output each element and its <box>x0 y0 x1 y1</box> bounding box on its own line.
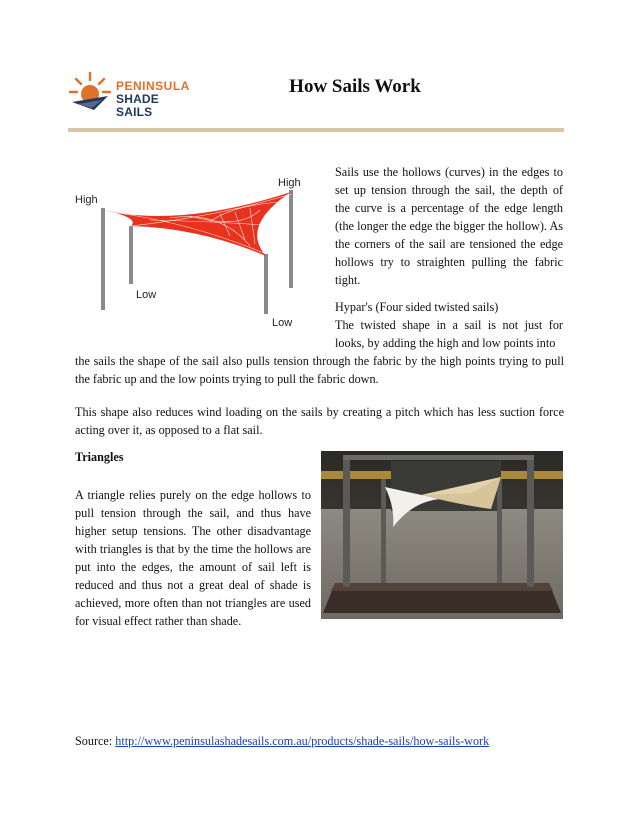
source-label: Source: <box>75 734 116 748</box>
label-high-left: High <box>75 194 98 206</box>
hypar-sail-diagram <box>70 166 332 338</box>
company-logo <box>68 70 198 118</box>
post-low-right <box>264 254 268 314</box>
source-link[interactable]: http://www.peninsulashadesails.com.au/products/shade-sails/how-sails-work <box>115 734 490 748</box>
paragraph-triangles: A triangle relies purely on the edge hollows to pull tension through the sail, and thus have higher setup tensions. The other disadvantage with triangles is that by the time the hollows are put into the edges, the amount of sail left is reduced and thus not a great deal of shade is achieved, more often than not triangles are used for visual effect rather than shade. <box>75 488 311 628</box>
paragraph-hypar-start: The twisted shape in a sail is not just for looks, by adding the high and low points into <box>335 318 563 350</box>
post-high-right <box>289 190 293 288</box>
paragraph-hypar-continued: the sails the shape of the sail also pulls tension through the fabric by the high points trying to pull the fabric up and the low points trying to pull the fabric down. <box>75 354 564 386</box>
paragraph-hollows: Sails use the hollows (curves) in the edges to set up tension through the sail, the depth of the curve is a percentage of the edge length (the longer the edge the bigger the hollow). As the corners of the sail are tensioned the edge hollows try to straighten pulling the fabric tight. <box>335 165 563 287</box>
page-title: How Sails Work <box>289 76 421 97</box>
post-low-left <box>129 226 133 284</box>
triangle-sail-model-image <box>321 451 563 619</box>
hypar-diagram-figure <box>70 166 332 338</box>
paragraph-wind-loading: This shape also reduces wind loading on the sails by creating a pitch which has less suction force acting over it, as opposed to a flat sail. <box>75 405 564 437</box>
label-low-left: Low <box>136 289 157 301</box>
header-divider <box>68 128 564 132</box>
label-high-right: High <box>278 177 301 189</box>
label-low-right: Low <box>272 317 293 329</box>
sun-sail-logo-icon <box>68 70 116 118</box>
source-citation <box>75 734 489 749</box>
paragraph-hypar-title: Hypar's (Four sided twisted sails) <box>335 300 499 314</box>
logo-text-line2: SHADE SAILS <box>116 92 160 119</box>
post-high-left <box>101 208 105 310</box>
logo-text-line1: PENINSULA <box>116 79 190 93</box>
triangle-sails-photo <box>321 451 563 619</box>
triangles-heading: Triangles <box>75 450 124 464</box>
